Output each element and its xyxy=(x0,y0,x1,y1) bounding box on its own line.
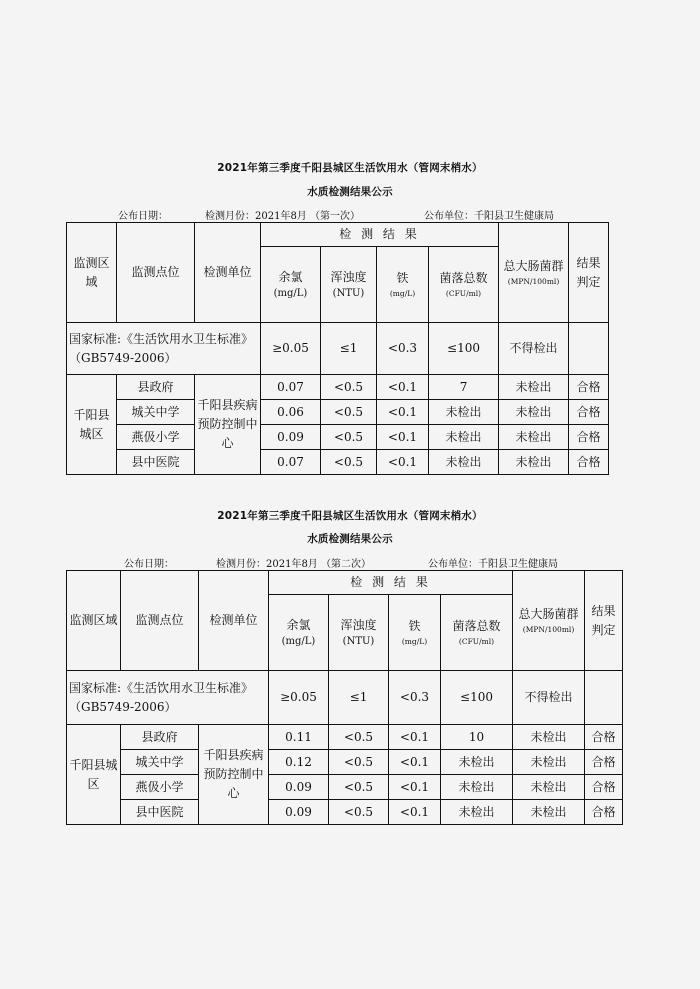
row-colony: 未检出 xyxy=(429,425,499,450)
standard-iron: <0.3 xyxy=(389,671,441,725)
header-colony xyxy=(429,247,499,323)
table-row xyxy=(67,800,623,825)
coliform-label: 总大肠菌群 xyxy=(503,259,564,273)
standard-judgement xyxy=(569,323,609,375)
iron-unit: (mg/L) xyxy=(389,289,416,298)
header-colony xyxy=(441,595,513,671)
row-coliform: 未检出 xyxy=(513,750,585,775)
lab-name: 千阳县疾病预防控制中心 xyxy=(199,725,269,825)
row-chlorine: 0.07 xyxy=(261,450,321,475)
row-colony: 未检出 xyxy=(441,800,513,825)
chlorine-unit: (mg/L) xyxy=(281,636,316,647)
header-results: 检 测 结 果 xyxy=(269,571,513,595)
standard-turbidity: ≤1 xyxy=(329,671,389,725)
row-colony: 未检出 xyxy=(441,775,513,800)
table-row xyxy=(67,750,623,775)
header-point: 监测点位 xyxy=(117,223,195,323)
colony-label: 菌落总数 xyxy=(452,619,501,633)
row-iron: <0.1 xyxy=(389,725,441,750)
standard-colony: ≤100 xyxy=(429,323,499,375)
row-chlorine: 0.09 xyxy=(269,800,329,825)
row-coliform: 未检出 xyxy=(499,425,569,450)
row-coliform: 未检出 xyxy=(513,800,585,825)
chlorine-label: 余氯 xyxy=(278,270,303,284)
lab-name: 千阳县疾病预防控制中心 xyxy=(195,375,261,475)
row-result: 合格 xyxy=(585,750,623,775)
announcement-subtitle: 水质检测结果公示 xyxy=(307,533,393,545)
announcement-title: 2021年第三季度千阳县城区生活饮用水（管网末梢水） xyxy=(217,510,483,522)
row-coliform: 未检出 xyxy=(513,725,585,750)
table-row xyxy=(67,375,609,400)
row-iron: <0.1 xyxy=(377,400,429,425)
row-coliform: 未检出 xyxy=(499,450,569,475)
header-area: 监测区域 xyxy=(67,571,121,671)
row-turbidity: <0.5 xyxy=(321,450,377,475)
colony-label: 菌落总数 xyxy=(439,271,488,285)
coliform-label: 总大肠菌群 xyxy=(518,607,579,621)
standard-colony: ≤100 xyxy=(441,671,513,725)
turbidity-unit: (NTU) xyxy=(342,636,375,647)
row-colony: 10 xyxy=(441,725,513,750)
iron-label: 铁 xyxy=(408,619,421,633)
row-colony: 7 xyxy=(429,375,499,400)
row-turbidity: <0.5 xyxy=(321,375,377,400)
table-row xyxy=(67,425,609,450)
area-name: 千阳县城区 xyxy=(67,375,117,475)
row-coliform: 未检出 xyxy=(499,375,569,400)
turbidity-label: 浑浊度 xyxy=(330,270,367,284)
header-results: 检 测 结 果 xyxy=(261,223,499,247)
row-turbidity: <0.5 xyxy=(329,725,389,750)
chlorine-unit: (mg/L) xyxy=(273,288,308,299)
row-point: 县中医院 xyxy=(121,800,199,825)
row-turbidity: <0.5 xyxy=(329,800,389,825)
announcement-subtitle: 水质检测结果公示 xyxy=(307,186,393,198)
row-iron: <0.1 xyxy=(377,450,429,475)
table-row xyxy=(67,725,623,750)
standard-label: 国家标准:《生活饮用水卫生标准》（GB5749-2006） xyxy=(67,323,261,375)
row-result: 合格 xyxy=(569,450,609,475)
turbidity-unit: (NTU) xyxy=(332,288,365,299)
standard-turbidity: ≤1 xyxy=(321,323,377,375)
row-turbidity: <0.5 xyxy=(329,775,389,800)
row-turbidity: <0.5 xyxy=(321,425,377,450)
row-chlorine: 0.06 xyxy=(261,400,321,425)
chlorine-label: 余氯 xyxy=(286,618,311,632)
header-judgement: 结果判定 xyxy=(569,223,609,323)
area-name: 千阳县城区 xyxy=(67,725,121,825)
results-table xyxy=(66,570,623,825)
table-row xyxy=(67,450,609,475)
header-chlorine xyxy=(269,595,329,671)
row-result: 合格 xyxy=(569,400,609,425)
row-coliform: 未检出 xyxy=(499,400,569,425)
publisher: 公布单位：千阳县卫生健康局 xyxy=(424,211,554,222)
row-iron: <0.1 xyxy=(389,800,441,825)
table-row xyxy=(67,775,623,800)
row-result: 合格 xyxy=(585,725,623,750)
row-iron: <0.1 xyxy=(389,775,441,800)
standard-label: 国家标准:《生活饮用水卫生标准》（GB5749-2006） xyxy=(67,671,269,725)
standard-chlorine: ≥0.05 xyxy=(269,671,329,725)
row-coliform: 未检出 xyxy=(513,775,585,800)
row-point: 城关中学 xyxy=(121,750,199,775)
standard-coliform: 不得检出 xyxy=(513,671,585,725)
row-colony: 未检出 xyxy=(429,450,499,475)
publish-date: 公布日期： xyxy=(118,211,168,222)
results-table xyxy=(66,222,609,475)
colony-unit: (CFU/ml) xyxy=(458,637,495,646)
row-colony: 未检出 xyxy=(429,400,499,425)
publisher: 公布单位：千阳县卫生健康局 xyxy=(428,559,558,570)
standard-iron: <0.3 xyxy=(377,323,429,375)
test-month: 检测月份：2021年8月 （第一次） xyxy=(205,211,360,222)
row-chlorine: 0.11 xyxy=(269,725,329,750)
header-iron xyxy=(377,247,429,323)
header-point: 监测点位 xyxy=(121,571,199,671)
row-result: 合格 xyxy=(569,425,609,450)
row-point: 燕伋小学 xyxy=(117,425,195,450)
header-iron xyxy=(389,595,441,671)
iron-unit: (mg/L) xyxy=(401,637,428,646)
table-row xyxy=(67,400,609,425)
header-coliform xyxy=(499,223,569,323)
row-colony: 未检出 xyxy=(441,750,513,775)
coliform-unit: (MPN/100ml) xyxy=(507,277,560,286)
publish-date: 公布日期： xyxy=(124,559,174,570)
colony-unit: (CFU/ml) xyxy=(445,289,482,298)
row-result: 合格 xyxy=(585,775,623,800)
standard-judgement xyxy=(585,671,623,725)
row-iron: <0.1 xyxy=(389,750,441,775)
row-point: 县政府 xyxy=(117,375,195,400)
standard-coliform: 不得检出 xyxy=(499,323,569,375)
row-iron: <0.1 xyxy=(377,425,429,450)
row-result: 合格 xyxy=(569,375,609,400)
row-result: 合格 xyxy=(585,800,623,825)
header-judgement: 结果判定 xyxy=(585,571,623,671)
row-iron: <0.1 xyxy=(377,375,429,400)
row-point: 燕伋小学 xyxy=(121,775,199,800)
header-coliform xyxy=(513,571,585,671)
header-unit: 检测单位 xyxy=(195,223,261,323)
row-point: 县政府 xyxy=(121,725,199,750)
row-chlorine: 0.07 xyxy=(261,375,321,400)
header-area: 监测区域 xyxy=(67,223,117,323)
header-unit: 检测单位 xyxy=(199,571,269,671)
row-chlorine: 0.09 xyxy=(269,775,329,800)
row-chlorine: 0.12 xyxy=(269,750,329,775)
header-turbidity xyxy=(329,595,389,671)
test-month: 检测月份：2021年8月 （第二次） xyxy=(216,559,371,570)
row-turbidity: <0.5 xyxy=(329,750,389,775)
row-chlorine: 0.09 xyxy=(261,425,321,450)
header-turbidity xyxy=(321,247,377,323)
iron-label: 铁 xyxy=(396,271,409,285)
row-turbidity: <0.5 xyxy=(321,400,377,425)
header-chlorine xyxy=(261,247,321,323)
row-point: 城关中学 xyxy=(117,400,195,425)
turbidity-label: 浑浊度 xyxy=(340,618,377,632)
standard-chlorine: ≥0.05 xyxy=(261,323,321,375)
row-point: 县中医院 xyxy=(117,450,195,475)
announcement-title: 2021年第三季度千阳县城区生活饮用水（管网末梢水） xyxy=(217,162,483,174)
coliform-unit: (MPN/100ml) xyxy=(522,625,575,634)
